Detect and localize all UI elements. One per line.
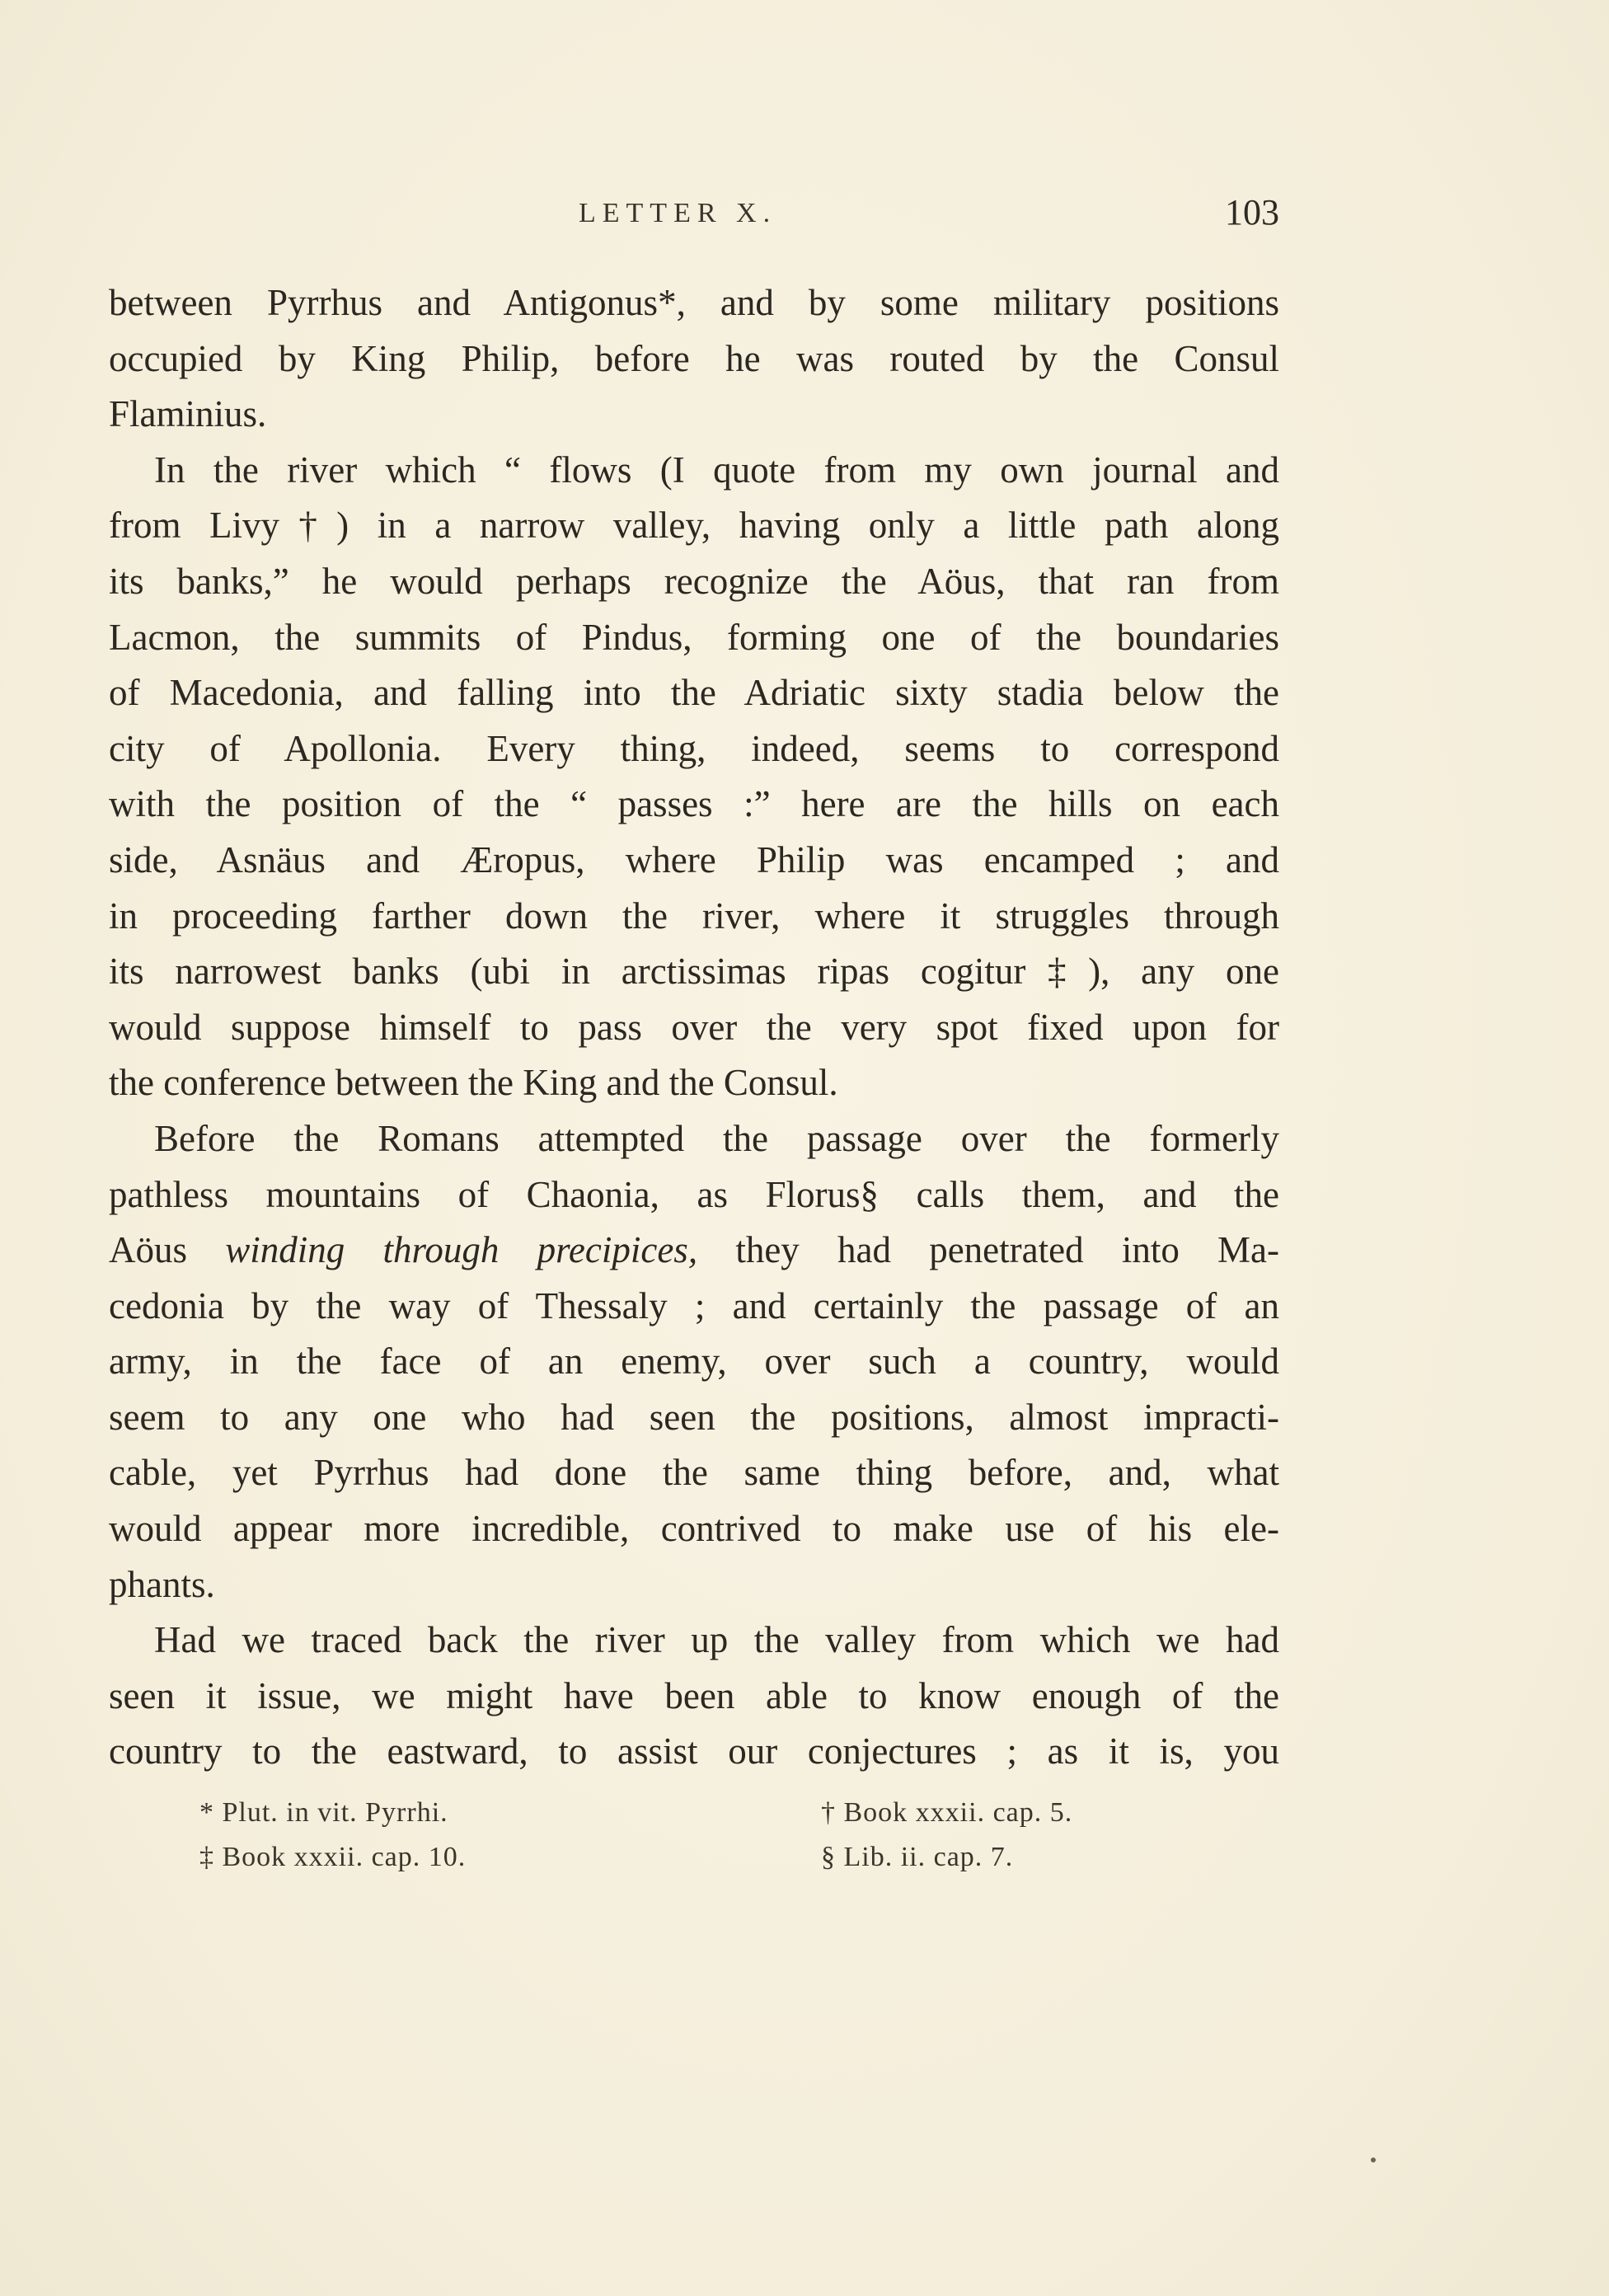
footnote: § Lib. ii. cap. 7.: [821, 1842, 1014, 1872]
footnote: ‡ Book xxxii. cap. 10.: [199, 1842, 467, 1872]
text-line-mixed: [109, 1223, 1279, 1279]
running-head: [109, 191, 1279, 241]
text-line: cedonia by the way of Thessaly ; and certainly the passage of an: [109, 1284, 1279, 1326]
text-line: would appear more incredible, contrived to make use of his ele-: [109, 1508, 1279, 1550]
text-line: its narrowest banks (ubi in arctissimas ripas cogitur‡), any one: [109, 951, 1279, 993]
text-line: occupied by King Philip, before he was routed by the Consul: [109, 337, 1279, 379]
body-text: [109, 275, 1279, 1780]
text-line: Lacmon, the summits of Pindus, forming one of the boundaries: [109, 616, 1279, 658]
text-line: seen it issue, we might have been able to know enough of the: [109, 1674, 1279, 1716]
text-line: of Macedonia, and falling into the Adriatic sixty stadia below the: [109, 672, 1279, 714]
footnote: * Plut. in vit. Pyrrhi.: [199, 1797, 448, 1828]
text-line: the conference between the King and the Consul.: [109, 1062, 838, 1104]
text-line: Before the Romans attempted the passage over the formerly: [154, 1117, 1279, 1159]
text-line: would suppose himself to pass over the very spot fixed upon for: [109, 1006, 1279, 1048]
footnote: † Book xxxii. cap. 5.: [821, 1797, 1073, 1828]
text-segment: Aöus: [109, 1229, 188, 1271]
running-title: LETTER X.: [579, 198, 777, 228]
text-line: army, in the face of an enemy, over such a country, would: [109, 1341, 1279, 1383]
italic-phrase: winding through precipices,: [225, 1229, 698, 1271]
paper-speck: [1371, 2157, 1376, 2162]
text-line: Had we traced back the river up the valley from which we had: [154, 1619, 1279, 1661]
text-line: between Pyrrhus and Antigonus*, and by some military positions: [109, 282, 1279, 323]
text-line: cable, yet Pyrrhus had done the same thing before, and, what: [109, 1452, 1279, 1494]
text-segment: they had penetrated into Ma-: [735, 1229, 1280, 1271]
text-line: country to the eastward, to assist our conjectures ; as it is, you: [109, 1730, 1279, 1772]
text-line: with the position of the “ passes :” here are the hills on each: [109, 783, 1279, 825]
text-line: phants.: [109, 1563, 215, 1605]
text-line: In the river which “ flows (I quote from my own journal and: [154, 448, 1279, 491]
text-line: in proceeding farther down the river, where it struggles through: [109, 894, 1279, 937]
text-line: from Livy†) in a narrow valley, having only a little path along: [109, 505, 1279, 547]
text-line: its banks,” he would perhaps recognize the Aöus, that ran from: [109, 560, 1279, 602]
page-number: 103: [1225, 192, 1279, 232]
text-line: pathless mountains of Chaonia, as Florus§ calls them, and the: [109, 1173, 1279, 1215]
text-line: seem to any one who had seen the positions, almost impracti-: [109, 1396, 1279, 1438]
text-line: city of Apollonia. Every thing, indeed, seems to correspond: [109, 727, 1279, 769]
text-line: side, Asnäus and Æropus, where Philip was encamped ; and: [109, 838, 1279, 880]
text-line: Flaminius.: [109, 393, 267, 435]
